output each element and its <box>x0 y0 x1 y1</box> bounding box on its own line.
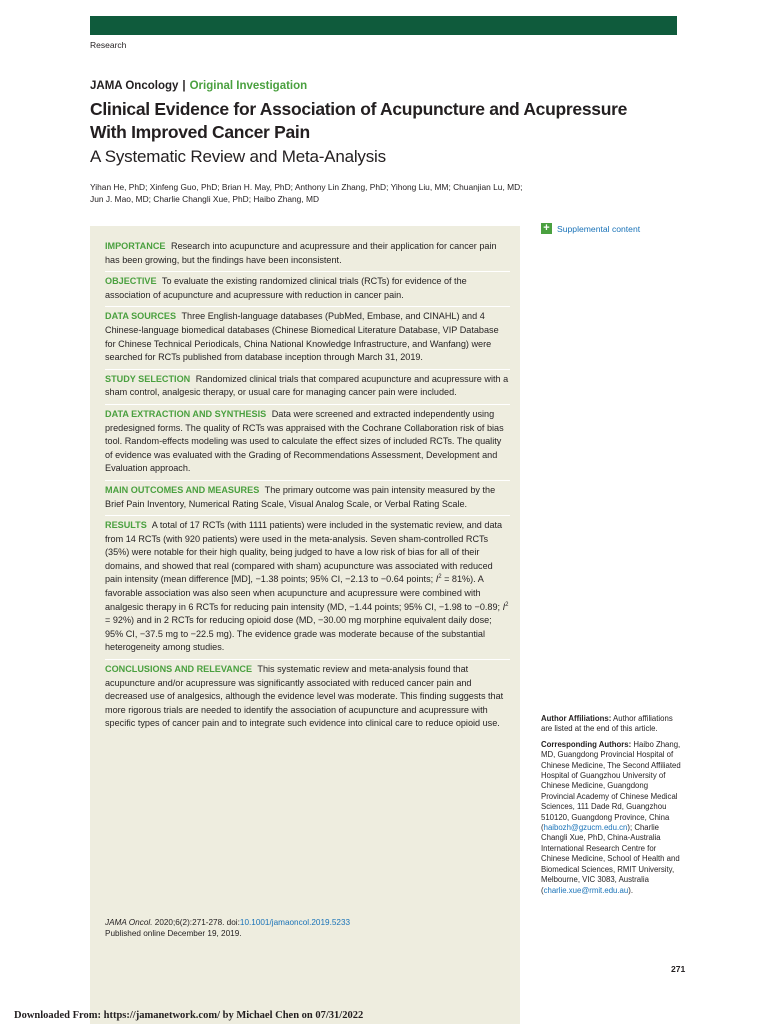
doi-link[interactable]: 10.1001/jamaoncol.2019.5233 <box>239 918 351 927</box>
abstract-study-selection <box>105 370 510 405</box>
abstract-conclusions <box>105 660 510 735</box>
objective-heading: OBJECTIVE <box>105 276 157 287</box>
article-title <box>90 98 690 144</box>
results-superscript-1: 2 <box>438 574 442 581</box>
section-label: Research <box>90 40 127 50</box>
corresponding-text-part-1: Haibo Zhang, MD, Guangdong Provincial Hospital of Chinese Medicine, The Second Affiliated Hospital of Guangzhou University of Chinese Medicine, Guangdong Provincial Academy of Chinese Medical Sciences, 111 Dade Rd, Guangzhou 510120, Guangdong Province, China ( <box>541 739 681 833</box>
data-sources-text: Three English-language databases (PubMed, Embase, and CINAHL) and 4 Chinese-language biomedical databases (Chinese Biomedical Literature Database, VIP Database for Chinese Technical Periodicals, China National Knowledge Infrastructure, and Wanfang) were searched for RCTs published from database inception through March 31, 2019. <box>105 311 499 363</box>
corresponding-authors <box>541 740 681 896</box>
abstract-sections <box>105 237 510 735</box>
journal-name: JAMA Oncology <box>90 80 179 92</box>
author-info-sidebar <box>541 714 681 901</box>
plus-icon: + <box>541 223 552 234</box>
study-selection-heading: STUDY SELECTION <box>105 373 191 384</box>
citation-journal: JAMA Oncol. <box>105 918 153 927</box>
supplemental-content-label[interactable]: Supplemental content <box>557 223 641 234</box>
article-type: Original Investigation <box>189 80 308 92</box>
abstract-objective <box>105 272 510 307</box>
author-affiliations <box>541 714 681 735</box>
outcomes-text: The primary outcome was pain intensity measured by the Brief Pain Inventory, Numerical Rating Scale, Visual Analog Scale, or Verbal Rating Scale. <box>105 484 496 509</box>
journal-line <box>90 79 307 93</box>
abstract-importance <box>105 237 510 272</box>
abstract-outcomes <box>105 481 510 516</box>
article-title-line-1: Clinical Evidence for Association of Acupuncture and Acupressure <box>90 99 628 119</box>
conclusions-heading: CONCLUSIONS AND RELEVANCE <box>105 664 253 675</box>
supplemental-content-link[interactable] <box>541 223 640 234</box>
importance-text: Research into acupuncture and acupressure and their application for cancer pain has been growing, but the findings have been inconsistent. <box>105 241 497 265</box>
abstract-extraction <box>105 405 510 481</box>
study-selection-text: Randomized clinical trials that compared acupuncture and acupressure with a sham control, analgesic therapy, or usual care for managing cancer pain were included. <box>105 373 509 398</box>
abstract-box <box>90 226 520 1024</box>
data-sources-heading: DATA SOURCES <box>105 311 177 322</box>
results-i-squared-1: I <box>435 574 439 585</box>
abstract-results <box>105 516 510 660</box>
results-heading: RESULTS <box>105 520 147 531</box>
corresponding-heading: Corresponding Authors: <box>541 739 632 749</box>
corresponding-text-part-2: ); Charlie Changli Xue, PhD, China-Australia International Research Centre for Chinese Medicine, School of Health and Biomedical Sciences, RMIT University, Melbourne, VIC 3083, Australia ( <box>541 823 680 895</box>
abstract-data-sources <box>105 307 510 369</box>
results-text-part-3: = 92%) and in 2 RCTs for reducing opioid dose (MD, −30.00 mg morphine equivalent daily dose; 95% CI, −37.5 mg to −22.5 mg). The evidence grade was moderate because of the substantial heterogeneity among studies. <box>105 615 492 653</box>
citation-line <box>105 917 350 928</box>
author-list <box>90 181 560 205</box>
outcomes-heading: MAIN OUTCOMES AND MEASURES <box>105 484 260 495</box>
email-link-haibo[interactable]: haibozh@gzucm.edu.cn <box>543 823 628 833</box>
citation-block <box>105 917 350 939</box>
page-number: 271 <box>671 964 686 974</box>
journal-header-bar <box>90 16 677 35</box>
affiliations-heading: Author Affiliations: <box>541 714 612 723</box>
results-superscript-2: 2 <box>505 601 509 608</box>
importance-heading: IMPORTANCE <box>105 241 166 251</box>
extraction-heading: DATA EXTRACTION AND SYNTHESIS <box>105 408 267 419</box>
article-subtitle: A Systematic Review and Meta-Analysis <box>90 147 386 166</box>
results-text-part-2: = 81%). A favorable association was also seen when acupuncture and acupressure were combined with analgesic therapy in 6 RCTs for reducing pain intensity (MD, −1.44 points; 95% CI, −1.98 to −0.89; <box>105 574 503 612</box>
conclusions-text: This systematic review and meta-analysis found that acupuncture and/or acupressure was significantly associated with reduced cancer pain and decreased use of analgesics, although the evidence level was moderate. This finding suggests that more rigorous trials are needed to identify the association of acupuncture and acupressure with specific types of cancer pain and to integrate such evidence into clinical care to reduce opioid use. <box>105 664 504 729</box>
author-list-line-2: Jun J. Mao, MD; Charlie Changli Xue, PhD; Haibo Zhang, MD <box>90 194 320 204</box>
article-title-line-2: With Improved Cancer Pain <box>90 122 310 142</box>
results-i-squared-2: I <box>502 601 506 612</box>
author-list-line-1: Yihan He, PhD; Xinfeng Guo, PhD; Brian H. May, PhD; Anthony Lin Zhang, PhD; Yihong Liu, MM; Chuanjian Lu, MD; <box>90 182 523 192</box>
affiliations-text: Author affiliations are listed at the end of this article. <box>541 714 673 734</box>
results-text-part-1: A total of 17 RCTs (with 1111 patients) were included in the systematic review, and data from 14 RCTs (with 920 patients) were used in the meta-analysis. Seven sham-controlled RCTs (35%) were notable for their high quality, being judged to have a low risk of bias for all of their domains, and showed that real (compared with sham) acupuncture was associated with reduced pain intensity (mean difference [MD], −1.38 points; 95% CI, −2.13 to −0.64 points; <box>105 520 503 585</box>
extraction-text: Data were screened and extracted independently using predesigned forms. The quality of RCTs was appraised with the Cochrane Collaboration risk of bias tool. Random-effects modeling was used to calculate the effect sizes of included RCTs. The quality of evidence was evaluated with the Grading of Recommendations Assessment, Development and Evaluation approach. <box>105 408 504 474</box>
journal-separator: | <box>182 80 186 92</box>
citation-reference: 2020;6(2):271-278. doi: <box>152 918 240 927</box>
email-link-charlie[interactable]: charlie.xue@rmit.edu.au <box>543 885 629 895</box>
objective-text: To evaluate the existing randomized clinical trials (RCTs) for evidence of the association of acupuncture and acupressure with reduction in cancer pain. <box>105 276 467 300</box>
corresponding-text-part-3: ). <box>628 885 633 895</box>
published-date: Published online December 19, 2019. <box>105 929 242 938</box>
download-notice: Downloaded From: https://jamanetwork.com/ by Michael Chen on 07/31/2022 <box>14 1010 364 1021</box>
